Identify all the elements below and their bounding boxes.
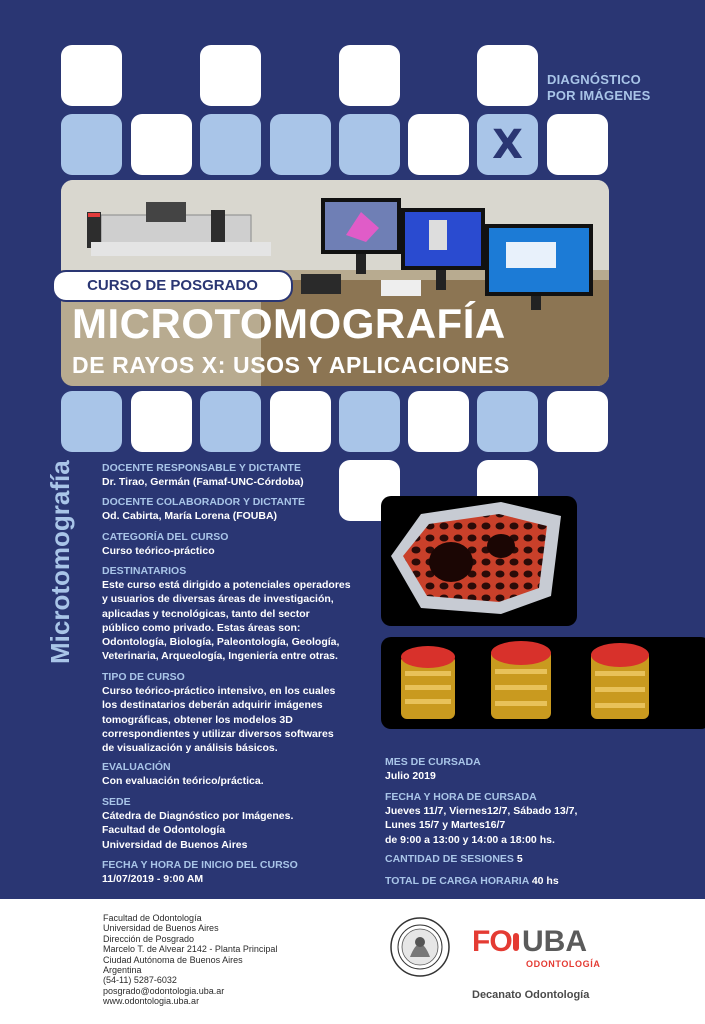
decor-square — [339, 391, 400, 452]
hours-label: TOTAL DE CARGA HORARIA — [385, 875, 529, 887]
logo-subtitle: ODONTOLOGÍA — [526, 959, 601, 969]
department-heading: DIAGNÓSTICO POR IMÁGENES — [547, 72, 651, 103]
section-label: FECHA Y HORA DE INICIO DEL CURSO — [102, 859, 298, 871]
decor-square — [200, 391, 261, 452]
schedule-label: FECHA Y HORA DE CURSADA — [385, 791, 537, 803]
sessions-row — [385, 853, 523, 865]
month-label: MES DE CURSADA — [385, 756, 481, 768]
section-value: Con evaluación teórico/práctica. — [102, 775, 264, 787]
side-label: Microtomografía — [45, 460, 75, 664]
sessions-value: 5 — [516, 853, 523, 865]
section-value: Od. Cabirta, María Lorena (FOUBA) — [102, 510, 278, 522]
decor-square — [131, 114, 192, 175]
decor-square — [270, 391, 331, 452]
decor-square — [547, 391, 608, 452]
course-title: MICROTOMOGRAFÍA — [72, 300, 506, 347]
decor-square — [408, 391, 469, 452]
fouba-logo — [472, 925, 612, 971]
sessions-label: CANTIDAD DE SESIONES — [385, 853, 514, 865]
section-label: DOCENTE RESPONSABLE Y DICTANTE — [102, 462, 301, 474]
decanato-label: Decanato Odontología — [472, 989, 590, 1001]
decor-square — [547, 114, 608, 175]
decor-square — [200, 114, 261, 175]
hours-row — [385, 875, 559, 887]
section-label: CATEGORÍA DEL CURSO — [102, 531, 229, 543]
footer-address: Facultad de Odontología Universidad de Buenos Aires Dirección de Posgrado Marcelo T. de Alvear 2142 - Planta Principal Ciudad Autónoma de Buenos Aires Argentina (54-11) 5287-6032 posgrado@odontologia.uba.ar www.odontologia.uba.ar — [103, 913, 278, 1007]
section-label: DOCENTE COLABORADOR Y DICTANTE — [102, 496, 306, 508]
section-value: Cátedra de Diagnóstico por Imágenes. Facultad de Odontología Universidad de Buenos Aires — [102, 810, 294, 851]
cylinder-scans-image — [381, 637, 705, 729]
section-value: 11/07/2019 - 9:00 AM — [102, 873, 204, 885]
decor-square — [339, 114, 400, 175]
section-label: EVALUACIÓN — [102, 761, 171, 773]
logo-uba-text: UBA — [522, 925, 587, 958]
decor-square — [61, 391, 122, 452]
bone-scan-image — [381, 496, 577, 626]
university-seal-icon — [390, 917, 450, 977]
decor-square — [61, 45, 122, 106]
decor-square — [477, 45, 538, 106]
section-value: Curso teórico-práctico intensivo, en los cuales los destinatarios deberán adquirir imágenes tomográficas, obtener los modelos 3D correspondientes y utilizar diversos softwares de visualización y análisis básicos. — [102, 685, 336, 755]
section-value: Curso teórico-práctico — [102, 545, 215, 557]
decor-square — [270, 114, 331, 175]
section-value: Este curso está dirigido a potenciales operadores y usuarios de diversas áreas de investigación, aplicadas y tecnológicas, tanto del sector público como privado. Estas áreas son: Odontología, Biología, Paleontología, Geología, Veterinaria, Arqueología, Ingeniería entre otras. — [102, 579, 351, 663]
logo-tooth-mark — [513, 933, 519, 951]
section-label: TIPO DE CURSO — [102, 671, 185, 683]
section-label: SEDE — [102, 796, 131, 808]
cylinder-scans-illustration — [381, 637, 705, 729]
bone-scan-illustration — [381, 496, 577, 626]
hours-value: 40 hs — [531, 875, 559, 887]
schedule-value: Jueves 11/7, Viernes12/7, Sábado 13/7, Lunes 15/7 y Martes16/7 de 9:00 a 13:00 y 14:00 a 18:00 hs. — [385, 805, 578, 846]
month-value: Julio 2019 — [385, 770, 436, 782]
decor-square — [61, 114, 122, 175]
decor-square — [339, 45, 400, 106]
section-value: Dr. Tirao, Germán (Famaf-UNC-Córdoba) — [102, 476, 304, 488]
course-type-badge: CURSO DE POSGRADO — [52, 270, 293, 302]
logo-fo-text: FO — [472, 925, 512, 958]
x-ray-mark: X — [477, 114, 538, 175]
decor-square — [200, 45, 261, 106]
decor-square — [477, 391, 538, 452]
course-subtitle: DE RAYOS X: USOS Y APLICACIONES — [72, 352, 510, 378]
decor-square — [408, 114, 469, 175]
section-label: DESTINATARIOS — [102, 565, 187, 577]
decor-square — [131, 391, 192, 452]
